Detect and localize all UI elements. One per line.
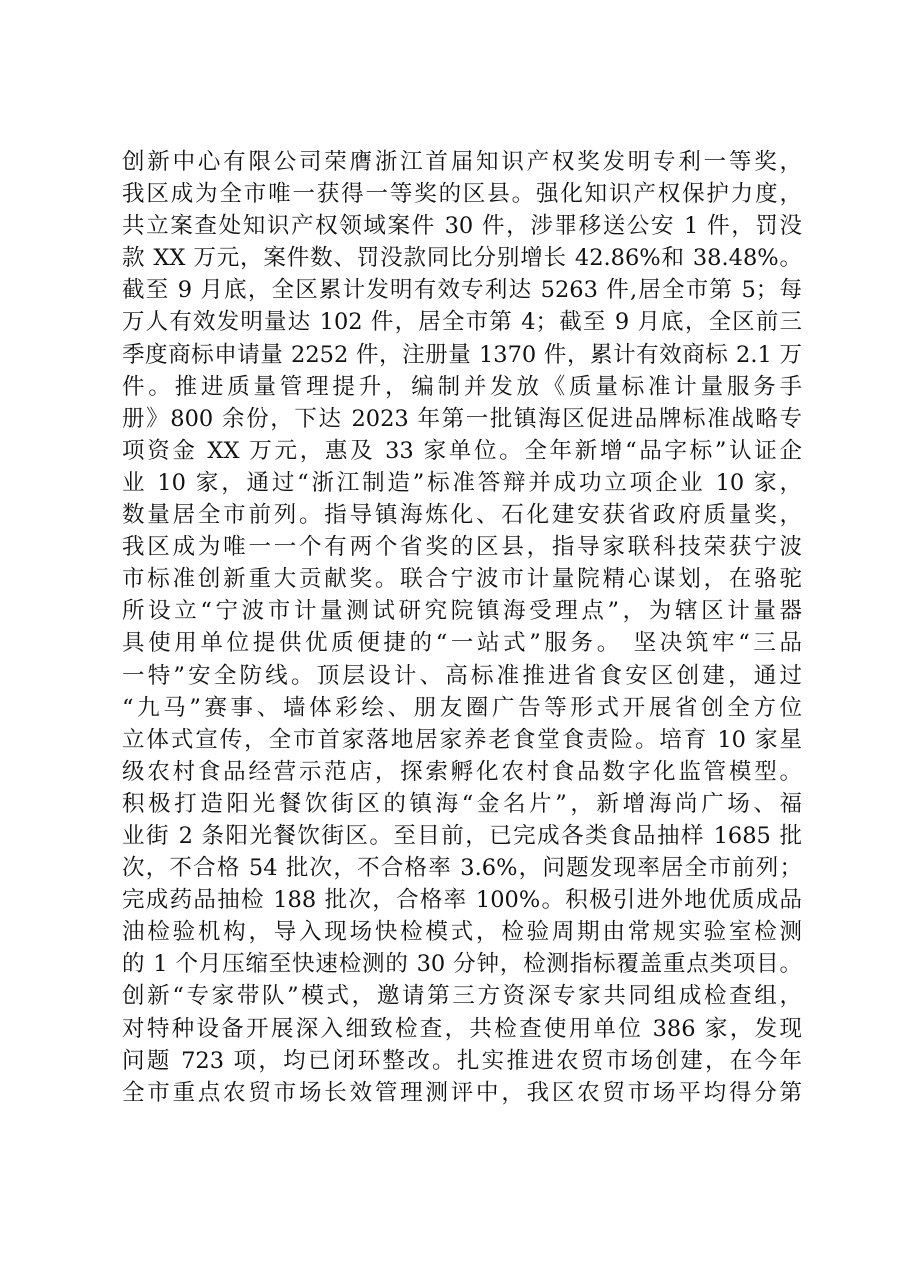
text-line: 业街 2 条阳光餐饮街区。至目前，已完成各类食品抽样 1685 批 [122, 822, 802, 849]
text-line: 创新中心有限公司荣膺浙江首届知识产权奖发明专利一等奖， [122, 149, 802, 175]
text-line: 级农村食品经营示范店，探索孵化农村食品数字化监管模型。 [122, 758, 802, 785]
text-line: 创新“专家带队”模式，邀请第三方资深专家共同组成检查组， [122, 983, 802, 1010]
text-line: 积极打造阳光餐饮街区的镇海“金名片”，新增海尚广场、福 [122, 790, 802, 817]
text-line: 具使用单位提供优质便捷的“一站式”服务。 坚决筑牢“三品 [122, 630, 802, 657]
text-line: 问题 723 项，均已闭环整改。扎实推进农贸市场创建，在今年 [122, 1047, 802, 1074]
text-line: 一特”安全防线。顶层设计、高标准推进省食安区创建，通过 [122, 662, 802, 689]
text-line: 共立案查处知识产权领域案件 30 件，涉罪移送公安 1 件，罚没 [122, 213, 802, 240]
body-paragraph [122, 146, 802, 1109]
text-line: 件。推进质量管理提升，编制并发放《质量标准计量服务手 [122, 373, 802, 400]
text-line: 全市重点农贸市场长效管理测评中，我区农贸市场平均得分第 [122, 1079, 802, 1106]
text-line: 对特种设备开展深入细致检查，共检查使用单位 386 家，发现 [122, 1015, 802, 1042]
text-line: 册》800 余份，下达 2023 年第一批镇海区促进品牌标准战略专 [122, 405, 802, 432]
text-line: 业 10 家，通过“浙江制造”标准答辩并成功立项企业 10 家， [122, 469, 802, 496]
text-line: 我区成为全市唯一获得一等奖的区县。强化知识产权保护力度， [122, 181, 802, 208]
text-line: 款 XX 万元，案件数、罚没款同比分别增长 42.86%和 38.48%。 [122, 245, 802, 272]
text-line: “九马”赛事、墙体彩绘、朋友圈广告等形式开展省创全方位 [122, 694, 802, 721]
text-line: 的 1 个月压缩至快速检测的 30 分钟，检测指标覆盖重点类项目。 [122, 951, 802, 978]
text-line: 油检验机构，导入现场快检模式，检验周期由常规实验室检测 [122, 919, 802, 946]
text-line: 完成药品抽检 188 批次，合格率 100%。积极引进外地优质成品 [122, 887, 802, 914]
text-line: 所设立“宁波市计量测试研究院镇海受理点”，为辖区计量器 [122, 598, 802, 625]
text-line: 市标准创新重大贡献奖。联合宁波市计量院精心谋划，在骆驼 [122, 566, 802, 593]
text-line: 截至 9 月底，全区累计发明有效专利达 5263 件,居全市第 5；每 [122, 277, 802, 304]
text-line: 立体式宣传，全市首家落地居家养老食堂食责险。培育 10 家星 [122, 726, 802, 753]
text-line: 项资金 XX 万元，惠及 33 家单位。全年新增“品字标”认证企 [122, 437, 802, 464]
text-line: 万人有效发明量达 102 件，居全市第 4；截至 9 月底，全区前三 [122, 309, 802, 336]
text-line: 次，不合格 54 批次，不合格率 3.6%，问题发现率居全市前列； [122, 855, 802, 882]
text-line: 数量居全市前列。指导镇海炼化、石化建安获省政府质量奖， [122, 502, 802, 529]
text-line: 我区成为唯一一个有两个省奖的区县，指导家联科技荣获宁波 [122, 534, 802, 561]
text-line: 季度商标申请量 2252 件，注册量 1370 件，累计有效商标 2.1 万 [122, 341, 802, 368]
